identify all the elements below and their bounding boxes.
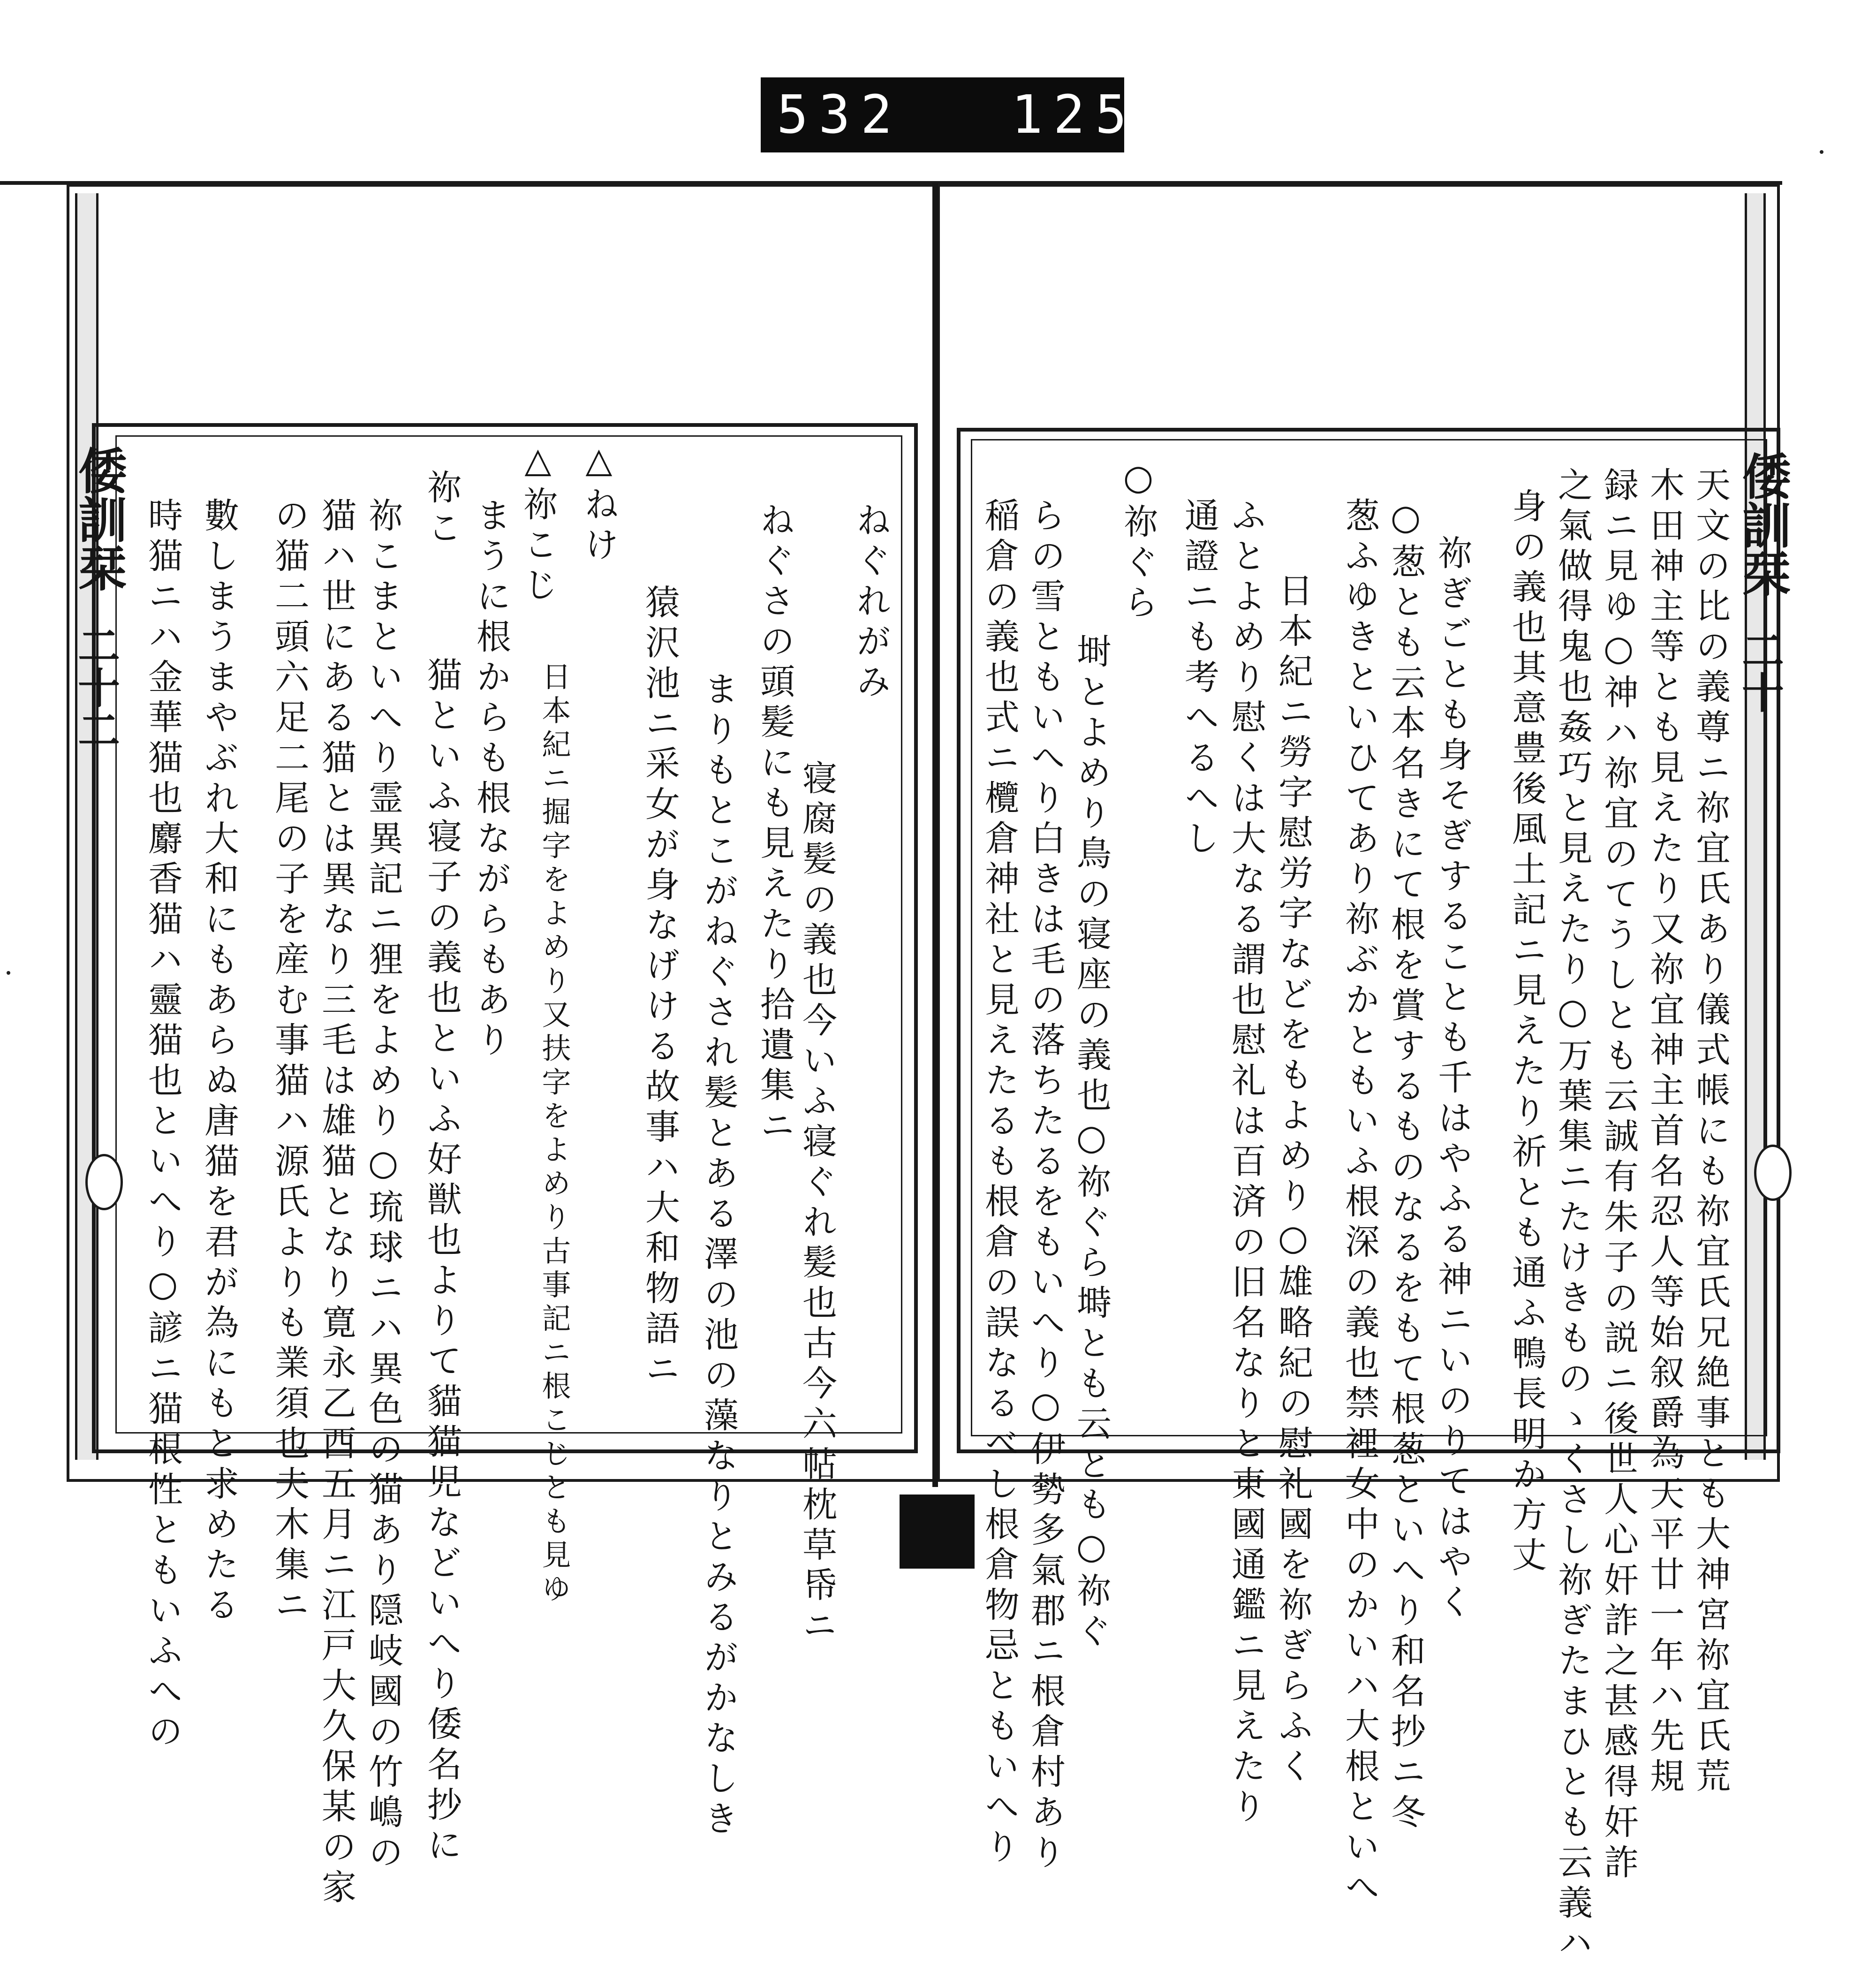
right-page-column: 木田神主等とも見えたり又祢宜神主首名忍人等始叙爵為天平廿一年ハ先規 [1644,467,1685,1798]
left-page-heading: △祢こじ [518,440,558,607]
archive-volume-number: 532 [777,84,903,145]
scan-speck [1820,150,1823,154]
right-page-column: 身の義也其意豊後風土記ニ見えたり祈とも通ふ鴨長明か方丈 [1506,488,1547,1577]
right-page-column: ふとよめり慰くは大なる謂也慰礼は百済の旧名なりと東國通鑑ニ見えたり [1226,497,1266,1828]
left-page-column: 猫といふ寝子の義也といふ好獣也よりて貓猫児などいへり倭名抄に [422,657,462,1867]
right-page-heading: ○祢ぐら [1118,457,1158,624]
right-page-column: らの雪ともいへり白きは毛の落ちたるをもいへり○伊勢多氣郡ニ根倉村あり [1025,497,1066,1874]
left-page-column: 猫ハ世にある猫とは異なり三毛は雄猫となり寛永乙酉五月ニ江戸大久保某の家 [316,497,356,1909]
left-page-heading: △ねけ [579,440,619,567]
right-page-column: 日本紀ニ勞字慰労字などをもよめり○雄略紀の慰礼國を祢ぎらふく [1273,572,1313,1788]
left-page-title: 倭訓栞 [70,446,128,592]
left-page-column: まうに根からも根ながらもあり [471,497,511,1062]
left-page-column: まりもとこがねぐされ髪とある澤の池の藻なりとみるがかなしき [698,671,739,1841]
right-page-column: 埘とよめり鳥の寝座の義也○祢ぐら塒とも云とも○祢ぐ [1071,633,1112,1653]
right-page-column: 祢ぎごとも身そぎすることも千はやふる神ニいのりてはやく [1432,535,1473,1624]
left-page-folio: 二十二 [70,624,120,751]
right-page-column: ○葱とも云本名きにて根を賞するものなるをもて根葱といへり和名抄ニ冬 [1385,497,1426,1834]
left-page-column: 猿沢池ニ采女が身なげける故事ハ大和物語ニ [640,584,680,1391]
spine-base-block [900,1495,975,1569]
right-page-column: 之氣做得鬼也姦巧と見えたり○万葉集ニたけきものゝくさし祢ぎたまひとも云義ハ [1552,467,1593,1965]
right-page-fore-edge-tab [1754,1145,1792,1201]
left-page-heading: 祢こ [422,469,462,550]
left-page-fore-edge-tab [85,1154,123,1210]
left-page-column: 日本紀ニ掘字をよめり又扶字をよめり古事記ニ根こじとも見ゆ [537,661,571,1607]
right-page-folio: 二十 [1734,629,1784,713]
left-page-column: 時猫ニハ金華猫也麝香猫ハ靈猫也といへり○諺ニ猫根性ともいふへの [143,497,183,1753]
left-page-column: ねぐさの頭髪にも見えたり拾遺集ニ [755,502,795,1147]
left-page-column: 祢こまといへり霊異記ニ狸をよめり○琉球ニハ異色の猫あり隠岐國の竹嶋の [363,497,403,1874]
left-page-column: 寝腐髪の義也今いふ寝ぐれ髪也古今六帖枕草帋ニ [797,760,837,1647]
right-page-column: 天文の比の義尊ニ祢宜氏あり儀式帳にも祢宜氏兄絶事とも大神宮祢宜氏荒 [1690,467,1731,1798]
left-page-column: の猫二頭六足二尾の子を産む事猫ハ源氏よりも業須也夫木集ニ [269,497,310,1627]
right-page-column: 通證ニも考へるへし [1179,497,1219,860]
right-page-title: 倭訓栞 [1734,451,1792,598]
archive-item-number: 125. [1011,84,1180,145]
book-spine [932,183,938,1487]
archive-label [761,77,1180,152]
left-page-column: ねぐれがみ [851,502,891,704]
scan-speck [7,971,10,975]
right-page-column: 録ニ見ゆ○神ハ祢宜のてうしとも云誠有朱子の説ニ後世人心奸詐之甚感得奸詐 [1598,467,1639,1884]
left-page-column: 數しまうまやぶれ大和にもあらぬ唐猫を君が為にもと求めたる [199,497,239,1627]
right-page-column: 稲倉の義也式ニ欖倉神社と見えたるも根倉の誤なるべし根倉物忌ともいへり [979,497,1020,1869]
right-page-column: 葱ふゆきといひてあり祢ぶかともいふ根深の義也禁裡女中のかいハ大根といへ [1339,497,1380,1909]
